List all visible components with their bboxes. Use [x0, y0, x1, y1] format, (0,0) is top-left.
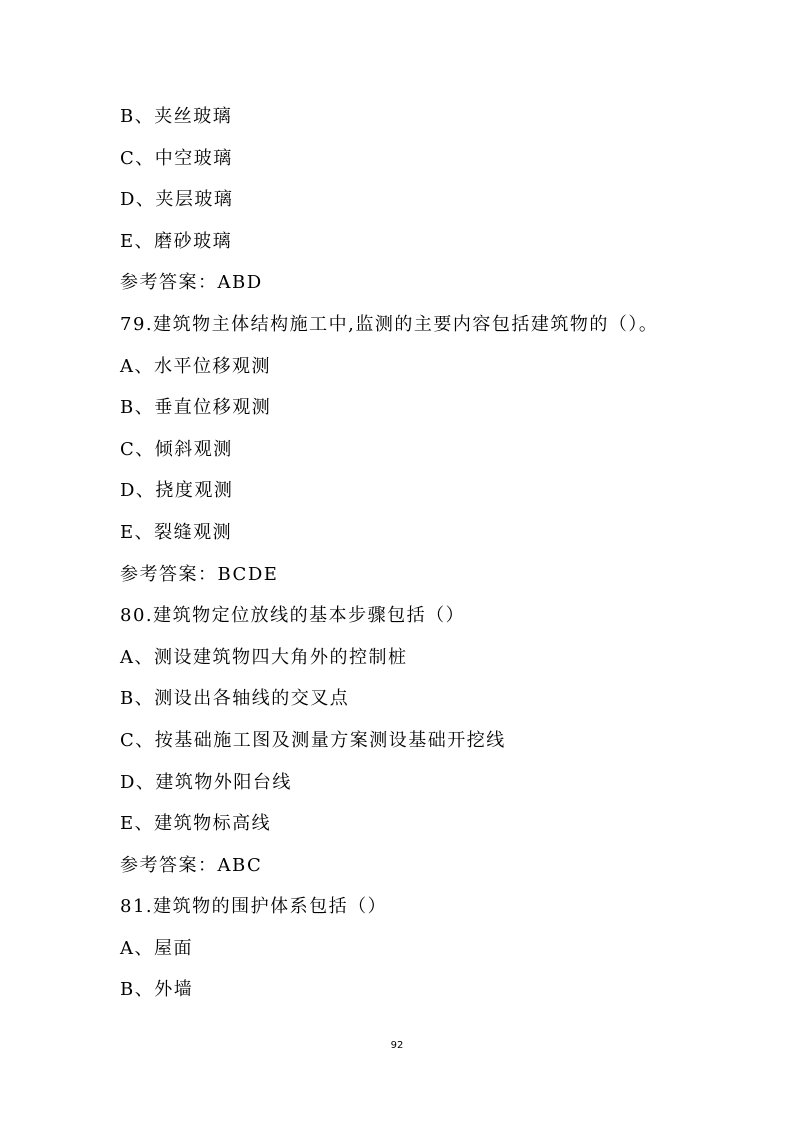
option-e-line: E、磨砂玻璃	[120, 230, 233, 252]
option-a-line: A、测设建筑物四大角外的控制桩	[120, 646, 408, 668]
option-d-line: D、建筑物外阳台线	[120, 771, 292, 793]
question-81: 81.建筑物的围护体系包括（）	[120, 896, 388, 918]
question-80: 80.建筑物定位放线的基本步骤包括（）	[120, 605, 466, 627]
page-number: 92	[390, 1040, 404, 1051]
option-c-line: C、中空玻璃	[120, 147, 233, 169]
document-body	[120, 96, 720, 1011]
option-d-line: D、挠度观测	[120, 480, 234, 502]
option-b-line: B、垂直位移观测	[120, 397, 272, 419]
answer-line: 参考答案：ABC	[120, 854, 263, 876]
option-c-line: C、倾斜观测	[120, 438, 233, 460]
option-b-line: B、夹丝玻璃	[120, 106, 233, 127]
option-b-line: B、外墙	[120, 979, 194, 1001]
option-a-line: A、屋面	[120, 937, 193, 959]
answer-line: 参考答案：BCDE	[120, 563, 279, 585]
option-a-line: A、水平位移观测	[120, 355, 271, 377]
answer-line: 参考答案：ABD	[120, 272, 263, 294]
option-e-line: E、建筑物标高线	[120, 813, 272, 835]
option-b-line: B、测设出各轴线的交叉点	[120, 688, 350, 710]
option-e-line: E、裂缝观测	[120, 521, 233, 543]
option-c-line: C、按基础施工图及测量方案测设基础开挖线	[120, 729, 506, 751]
option-d-line: D、夹层玻璃	[120, 189, 234, 211]
question-79: 79.建筑物主体结构施工中,监测的主要内容包括建筑物的（）。	[120, 313, 659, 335]
